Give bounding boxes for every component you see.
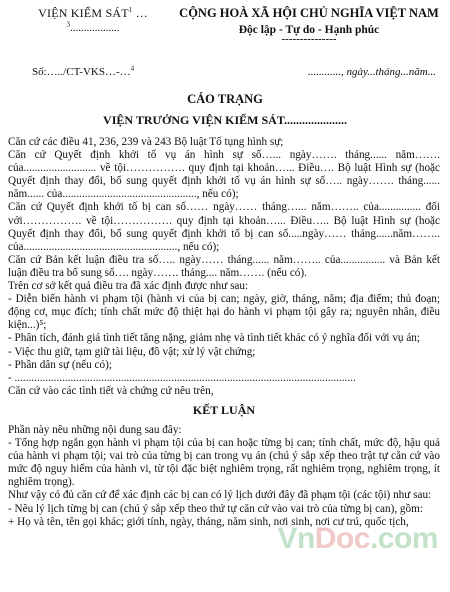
paragraph: Như vậy có đủ căn cứ để xác định các bị can có lý lịch dưới đây đã phạm tội (các tội) như sau: <box>8 489 432 502</box>
paragraph: - .......................................................................................................................... <box>8 371 356 384</box>
nation-title: CỘNG HOÀ XÃ HỘI CHỦ NGHĨA VIỆT NAM <box>179 6 439 20</box>
paragraph: + Họ và tên, tên gọi khác; giới tính, ngày, tháng, năm sinh, nơi sinh, nơi cư trú, quốc tịch, <box>8 515 409 528</box>
footnote-marker: 1 <box>128 6 133 14</box>
motto-underline: --------------- <box>281 33 337 45</box>
paragraph: Căn cứ Bản kết luận điều tra số….. ngày…… tháng...... năm…….. của................ và Bản kết luận điều tra bổ sung số…. ngày……. tháng.... năm……. (nếu có). <box>8 253 440 279</box>
nation-block <box>178 6 440 45</box>
paragraph: - Tổng hợp ngắn gọn hành vi phạm tội của bị can hoặc từng bị can; tính chất, mức độ, hậu quả của hành vi phạm tội; vai trò của từng bị can trong vụ án (chú ý sắp xếp theo trật tự căn cứ vào mức độ nguy hiểm của hành vi, từ tội đặc biệt nghiêm trọng, rất nghiêm trọng, nghiêm trọng, ít nghiêm trọng). <box>8 437 440 489</box>
vndoc-watermark: VnDoc.com <box>277 522 438 555</box>
document-title: CÁO TRẠNG <box>187 92 263 106</box>
paragraph: Trên cơ sở kết quả điều tra đã xác định được như sau: <box>8 280 249 293</box>
paragraph: - Việc thu giữ, tạm giữ tài liệu, đồ vật; xử lý vật chứng; <box>8 345 256 358</box>
agency-name: VIỆN KIỂM SÁT <box>38 6 129 20</box>
paragraph: - Nêu lý lịch từng bị can (chú ý sắp xếp theo thứ tự căn cứ vào vai trò của từng bị can), gồm: <box>8 502 423 515</box>
document-number: Số:…../CT-VKS…-…$^4$ <box>32 64 135 78</box>
document-body <box>8 136 440 529</box>
footnote-marker: 3 <box>66 20 70 29</box>
document-header <box>0 4 450 64</box>
paragraph: Căn cứ vào các tình tiết và chứng cứ nêu trên, <box>8 384 214 397</box>
paragraph: Căn cứ các điều 41, 236, 239 và 243 Bộ luật Tố tụng hình sự; <box>8 136 284 148</box>
agency-block <box>18 6 168 34</box>
paragraph: - Phần dân sự (nếu có); <box>8 358 112 371</box>
document-subtitle: VIỆN TRƯỞNG VIỆN KIỂM SÁT..................... <box>103 113 347 127</box>
section-title: KẾT LUẬN <box>192 402 256 417</box>
paragraph: - Phân tích, đánh giá tình tiết tăng nặng, giảm nhẹ và tình tiết khác có ý nghĩa đối với vụ án; <box>8 332 420 345</box>
sub-agency-dots: .................. <box>70 22 120 34</box>
paragraph: Phần này nêu những nội dung sau đây: <box>8 423 182 436</box>
footnote-marker: 4 <box>130 64 135 73</box>
paragraph: Căn cứ Quyết định khởi tố vụ án hình sự số…... ngày……. tháng...... năm……. của.......................... về tội……………. quy định tại khoản…... Điều…. Bộ luật Hình sự (hoặc Quyết định thay đổi, bổ sung quyết định khởi tố vụ án hình sự số….. ngày……. tháng...... năm...... của................................................, nếu có); <box>8 149 440 201</box>
agency-dots: … <box>135 6 148 20</box>
paragraph: Căn cứ Quyết định khởi tố bị can số…… ngày…… tháng…... năm…….. của............... đối với……………. về tội……………. quy định tại khoản…... Điều….. Bộ luật Hình sự (hoặc Quyết định thay đổi, bổ sung quyết định khởi tố bị can số.....ngày…… tháng......năm…….. của......................................................., nếu có); <box>8 201 440 253</box>
nation-motto: Độc lập - Tự do - Hạnh phúc <box>238 24 380 36</box>
document-date: ............, ngày...tháng...năm... <box>307 66 436 78</box>
paragraph: - Diễn biến hành vi phạm tội (hành vi của bị can; ngày, giờ, tháng, năm; địa điểm; thủ đoạn; động cơ, mục đích; tính chất mức độ thiệt hại do hành vi phạm tội gây ra; nguyên nhân, điều kiện...)⁵; <box>8 293 440 332</box>
